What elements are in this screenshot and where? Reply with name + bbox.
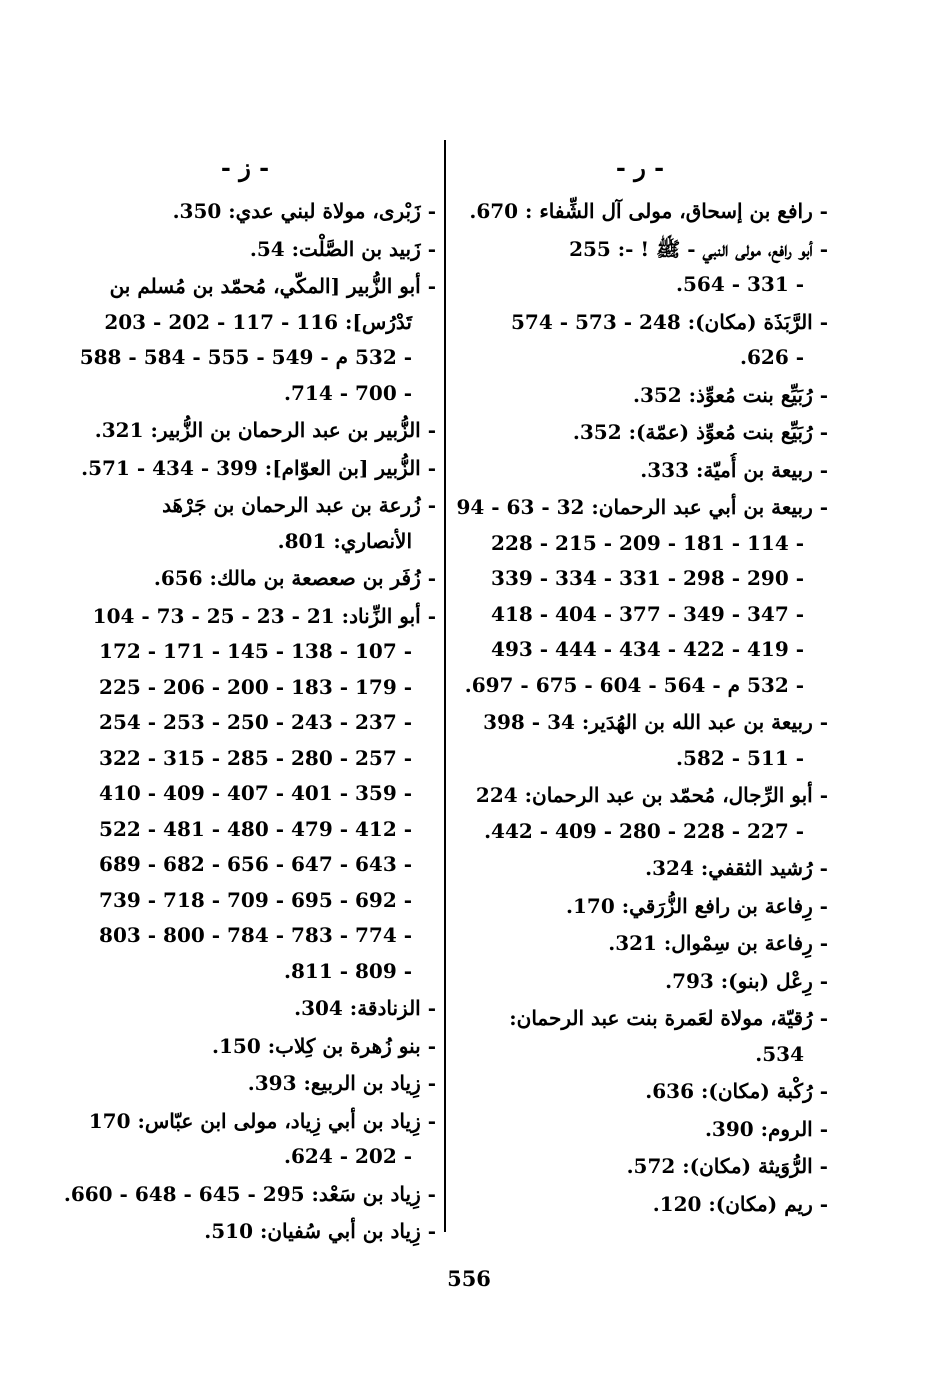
entry-line: - رِفاعة بن رافع الزُّرَقي: 170. bbox=[566, 893, 828, 918]
page-number: 556 bbox=[447, 1266, 491, 1291]
entry-line: - الرُّوَيثة (مكان): 572. bbox=[626, 1154, 828, 1178]
entry-line: - رُبَيِّع بنت مُعوِّذ (عمّة): 352. bbox=[572, 420, 828, 444]
entry-line: - 179 - 183 - 200 - 206 - 225 bbox=[99, 674, 412, 699]
column-heading-zay: - ز - bbox=[220, 153, 270, 182]
entry-line: - أبو الزِّناد: 21 - 23 - 25 - 73 - 104 bbox=[92, 603, 436, 628]
index-entry bbox=[452, 453, 828, 489]
entry-line: - رِعْل (بنو): 793. bbox=[665, 968, 828, 993]
entry-line: - 107 - 138 - 145 - 171 - 172 bbox=[99, 639, 412, 663]
index-entry bbox=[452, 490, 828, 703]
entry-line: - 347 - 349 - 377 - 404 - 418 bbox=[491, 601, 804, 626]
entry-line: - 237 - 243 - 250 - 253 - 254 bbox=[99, 710, 412, 734]
entry-line: - 359 - 401 - 407 - 409 - 410 bbox=[99, 781, 412, 805]
index-entry bbox=[54, 488, 436, 559]
index-entry bbox=[452, 1001, 828, 1072]
index-entry bbox=[452, 1074, 828, 1110]
entry-line: - الزُّبير بن عبد الرحمان بن الزُّبير: 321. bbox=[94, 418, 436, 442]
index-entry bbox=[54, 599, 436, 990]
index-entry bbox=[452, 926, 828, 962]
entry-line: - الروم: 390. bbox=[704, 1116, 828, 1141]
entry-line: - 643 - 647 - 656 - 682 - 689 bbox=[99, 852, 412, 876]
entry-line: - 532 م - 549 - 555 - 584 - 588 bbox=[79, 345, 412, 369]
column-divider bbox=[444, 140, 446, 1232]
index-entry bbox=[54, 561, 436, 597]
column-heading-ra: - ر - bbox=[615, 153, 665, 182]
index-entry bbox=[54, 1177, 436, 1213]
index-entry bbox=[452, 705, 828, 776]
entry-line: - رِفاعة بن سِمْوال: 321. bbox=[608, 931, 828, 955]
entry-line: - 257 - 280 - 285 - 315 - 322 bbox=[99, 745, 412, 770]
entry-line: - 114 - 181 - 209 - 215 - 228 bbox=[491, 530, 804, 555]
index-entry bbox=[452, 378, 828, 414]
index-entry bbox=[452, 1112, 828, 1148]
index-entry bbox=[452, 889, 828, 925]
entry-line: 534. bbox=[755, 1041, 804, 1066]
index-entry bbox=[54, 1214, 436, 1250]
entry-line: - 774 - 783 - 784 - 800 - 803 bbox=[99, 923, 412, 947]
entry-line: - أبو الرِّجال، مُحمّد بن عبد الرحمان: 224 bbox=[475, 783, 828, 807]
entry-line: - رُشيد الثقفي: 324. bbox=[645, 856, 828, 880]
entry-line: - ربيعة بن أُميّة: 333. bbox=[640, 457, 828, 482]
entry-line: - رُبَيِّع بنت مُعوِّذ: 352. bbox=[633, 382, 828, 407]
entry-line: - 290 - 298 - 331 - 334 - 339 bbox=[491, 566, 804, 590]
entry-line: - زِياد بن أبي سُفيان: 510. bbox=[204, 1219, 436, 1243]
entry-line: - رافع بن إسحاق، مولى آل الشِّفاء : 670. bbox=[469, 199, 828, 223]
index-entry bbox=[452, 194, 828, 230]
entry-line: - زِياد بن سَعْد: 295 - 645 - 648 - 660. bbox=[63, 1181, 436, 1206]
entry-line: - 809 - 811. bbox=[284, 958, 412, 983]
index-column-zay bbox=[54, 148, 436, 1252]
index-entry bbox=[452, 415, 828, 451]
index-column-ra bbox=[452, 148, 828, 1224]
entry-line: - رُقيّة، مولاة لعَمرة بنت عبد الرحمان: bbox=[509, 1006, 828, 1030]
entry-line: - 419 - 422 - 434 - 444 - 493 bbox=[491, 637, 804, 661]
entry-line: - زُرعة بن عبد الرحمان بن جَرْهَد bbox=[162, 493, 436, 517]
index-entry bbox=[54, 413, 436, 449]
entry-line: - زِياد بن الربيع: 393. bbox=[247, 1071, 436, 1095]
entry-line: - الزنادقة: 304. bbox=[294, 996, 436, 1020]
index-entry bbox=[452, 964, 828, 1000]
index-entry bbox=[54, 232, 436, 268]
entry-line: - بنو زُهرة بن كِلاب: 150. bbox=[212, 1033, 436, 1058]
index-entry bbox=[452, 851, 828, 887]
entry-line: - ربيعة بن عبد الله بن الهُدَير: 34 - 398 bbox=[483, 710, 828, 734]
index-entry bbox=[452, 1187, 828, 1223]
index-entry bbox=[452, 778, 828, 849]
index-entry bbox=[54, 1104, 436, 1175]
entry-line: - 227 - 228 - 280 - 409 - 442. bbox=[484, 818, 804, 843]
entry-line: - زُفَر بن صعصعة بن مالك: 656. bbox=[153, 566, 436, 590]
entry-line: - الزُّبير [بن العوّام]: 399 - 434 - 571. bbox=[81, 455, 436, 480]
entry-line: - أبو رافع، مولى النبي - ﷺ ! -: 255 bbox=[569, 236, 828, 261]
index-entry bbox=[452, 305, 828, 376]
index-entry bbox=[54, 1066, 436, 1102]
index-entry bbox=[54, 269, 436, 411]
entry-line: - 692 - 695 - 709 - 718 - 739 bbox=[99, 887, 412, 912]
index-entry bbox=[452, 1149, 828, 1185]
index-entry bbox=[54, 451, 436, 487]
entry-line: الأنصاري: 801. bbox=[277, 528, 412, 553]
entry-line: - زِياد بن أبي زِياد، مولى ابن عبّاس: 170 bbox=[88, 1108, 436, 1133]
index-entry bbox=[54, 1029, 436, 1065]
entry-line: - 700 - 714. bbox=[284, 380, 412, 405]
entry-line: تَدْرُس]: 116 - 117 - 202 - 203 bbox=[104, 309, 412, 334]
index-entry bbox=[54, 194, 436, 230]
entry-line: - ريم (مكان): 120. bbox=[652, 1191, 828, 1216]
entry-line: - 412 - 479 - 480 - 481 - 522 bbox=[99, 816, 412, 841]
entry-line: - رُكْبة (مكان): 636. bbox=[645, 1079, 828, 1103]
entry-line: - الرَّبَذَة (مكان): 248 - 573 - 574 bbox=[511, 309, 828, 334]
entry-line: - زَبيد بن الصَّلْت: 54. bbox=[249, 236, 436, 261]
entry-line: - 626. bbox=[740, 345, 804, 369]
entry-line: - أبو الزُّبير [المكّي، مُحمّد بن مُسلم بن bbox=[109, 274, 436, 298]
entry-line: - ربيعة بن أبي عبد الرحمان: 32 - 63 - 94 bbox=[456, 495, 828, 519]
index-entry bbox=[452, 232, 828, 303]
entry-line: - 532 م - 564 - 604 - 675 - 697. bbox=[464, 672, 804, 697]
entry-line: - 202 - 624. bbox=[284, 1144, 412, 1168]
entry-line: - زَبْرى، مولاة لبني عدي: 350. bbox=[172, 199, 436, 223]
entry-line: - 331 - 564. bbox=[676, 272, 804, 296]
entry-line: - 511 - 582. bbox=[676, 745, 804, 770]
index-entry bbox=[54, 991, 436, 1027]
